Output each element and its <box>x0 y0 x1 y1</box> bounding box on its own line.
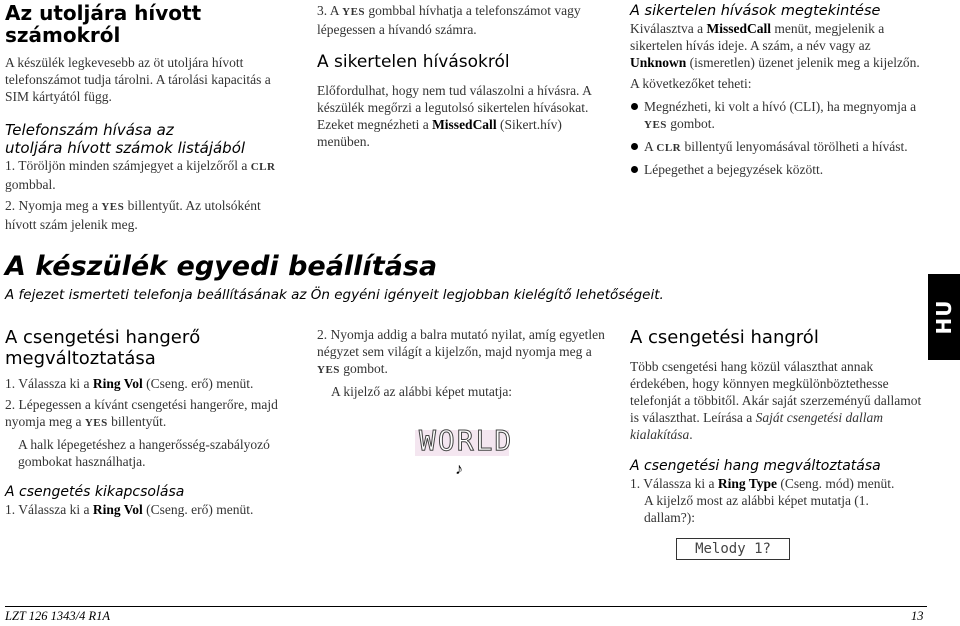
ring-type-paragraph <box>630 358 922 443</box>
ring-type-reference: Saját csengetési dallam kialakítása <box>630 410 884 442</box>
yes-key: YES <box>101 201 125 213</box>
step-2 <box>5 197 295 233</box>
language-tab-label: HU <box>932 299 956 335</box>
step-1-text: 1. Töröljön minden számjegyet a kijelzőről a <box>5 158 251 173</box>
bullet-cli-text-end: gombot. <box>666 116 715 131</box>
section-title-missed-calls: A sikertelen hívásokról <box>317 52 510 72</box>
ring-type-step-1-text: 1. Válassza ki a <box>630 476 718 491</box>
menu-missedcall: MissedCall <box>432 117 497 132</box>
step-3 <box>317 2 609 38</box>
section-title-view-missed: A sikertelen hívások megtekintése <box>630 3 881 19</box>
section-header <box>5 250 920 304</box>
ring-vol-step-1 <box>5 375 300 392</box>
ring-off-step-1 <box>5 501 300 518</box>
column-3-bottom <box>630 327 922 526</box>
yes-key: YES <box>342 6 366 18</box>
footer-rule <box>5 606 927 607</box>
page-number: 13 <box>911 609 924 623</box>
section-title-ring-volume-line2: megváltoztatása <box>5 348 156 369</box>
step-1 <box>5 157 295 193</box>
bullet-cli-text: Megnézheti, ki volt a hívó (CLI), ha megnyomja a <box>644 99 917 114</box>
ring-off-step-1-text-end: (Cseng. erő) menüt. <box>142 502 254 517</box>
bullet-browse: Lépegethet a bejegyzések között. <box>630 161 922 178</box>
step-3-text: 3. A <box>317 3 343 18</box>
music-note-icon: ♪ <box>455 461 463 478</box>
clr-key: CLR <box>250 161 276 173</box>
document-code: LZT 126 1343/4 R1A <box>5 609 110 623</box>
yes-key: YES <box>317 364 340 376</box>
step-3-text-end: gombbal hívhatja a telefonszámot vagy lépegessen a hívandó számra. <box>317 3 581 37</box>
view-missed-text-mid: menüt, megjelenik a sikertelen hívás ideje. A szám, a név vagy az <box>630 21 885 53</box>
ring-vol-step-1-text-end: (Cseng. erő) menüt. <box>142 376 254 391</box>
column-2-top <box>317 2 609 150</box>
view-missed-paragraph <box>630 20 922 71</box>
ring-vol-step-2-text-end: billentyűt. <box>107 414 167 429</box>
ring-off-step-2-text-end: gombot. <box>339 361 388 376</box>
view-missed-text: Kiválasztva a <box>630 21 707 36</box>
step-1-text-end: gombbal. <box>5 177 56 192</box>
yes-key: YES <box>84 417 108 429</box>
chapter-title: A készülék egyedi beállítása <box>5 251 438 282</box>
lcd-display-melody <box>676 538 790 560</box>
ring-off-step-2 <box>317 326 609 379</box>
column-1-bottom <box>5 327 300 518</box>
column-3-top <box>630 2 922 178</box>
subsection-title-ring-off: A csengetés kikapcsolása <box>5 484 185 500</box>
ring-off-step-2-text: 2. Nyomja addig a balra mutató nyilat, amíg egyetlen négyzet sem világít a kijelzőn, majd nyomja meg a <box>317 327 605 359</box>
subsection-title-line2: utoljára hívott számok listájából <box>5 139 246 157</box>
intro-paragraph: A készülék legkevesebb az öt utoljára hívott telefonszámot tudja tárolni. A tárolási kapacitás a SIM kártyától függ. <box>5 55 271 104</box>
missed-calls-paragraph <box>317 82 609 150</box>
menu-missedcall: MissedCall <box>706 21 771 36</box>
ring-type-text-end: . <box>689 427 693 442</box>
clr-key: CLR <box>656 142 682 154</box>
ring-vol-step-2 <box>5 396 300 432</box>
column-1-top <box>5 2 295 233</box>
bullet-delete <box>630 138 922 157</box>
menu-ring-type: Ring Type <box>717 476 778 491</box>
bullet-delete-text: A <box>644 139 657 154</box>
column-2-bottom <box>317 326 609 400</box>
lcd-display-world <box>419 424 514 457</box>
options-lead: A következőket teheti: <box>630 76 752 91</box>
ring-off-step-1-text: 1. Válassza ki a <box>5 502 93 517</box>
ring-vol-note: A halk lépegetéshez a hangerősség-szabályozó gombokat használhatja. <box>18 437 270 469</box>
chapter-subtitle: A fejezet ismerteti telefonja beállításának az Ön egyéni igényeit legjobban kielégítő lehetőségeit. <box>5 287 664 303</box>
lcd-text: WORLD <box>419 424 514 457</box>
section-title-ring-type: A csengetési hangról <box>630 327 819 348</box>
yes-key: YES <box>644 119 667 131</box>
bullet-cli <box>630 98 922 134</box>
lcd-melody-text: Melody 1? <box>695 541 771 557</box>
missed-calls-text: Előfordulhat, hogy nem tud válaszolni a hívásra. A készülék megőrzi a legutolsó sikertelen hívásokat. Ezeket megnézheti a <box>317 83 592 132</box>
subsection-title-line1: Telefonszám hívása az <box>5 121 174 139</box>
menu-ring-vol: Ring Vol <box>92 502 143 517</box>
display-note: A kijelző az alábbi képet mutatja: <box>331 384 513 399</box>
ring-type-step-1-text-end: (Cseng. mód) menüt. <box>777 476 895 491</box>
unknown-label: Unknown <box>630 55 687 70</box>
ring-type-display-note: A kijelző most az alábbi képet mutatja (1. dallam?): <box>644 493 869 525</box>
section-title-last-called: Az utoljára hívott számokról <box>5 1 202 47</box>
ring-vol-step-2-text: 2. Lépegessen a kívánt csengetési hangerőre, majd nyomja meg a <box>5 397 278 429</box>
view-missed-text-end: (ismeretlen) üzenet jelenik meg a kijelzőn. <box>686 55 920 70</box>
bullet-delete-text-end: billentyű lenyomásával törölheti a hívást. <box>681 139 908 154</box>
ring-vol-step-1-text: 1. Válassza ki a <box>5 376 93 391</box>
language-tab-hu <box>928 274 960 360</box>
ring-type-text: Több csengetési hang közül választhat annak érdekében, hogy könnyen megkülönböztethesse telefonját a többitől. Akár saját szerzeményű dallamot is választhat. Leírása a <box>630 359 922 425</box>
ring-type-step-1 <box>630 475 922 492</box>
missed-calls-text-end: (Sikert.hív) menüben. <box>317 117 562 149</box>
menu-ring-vol: Ring Vol <box>92 376 143 391</box>
step-2-text: 2. Nyomja meg a <box>5 198 102 213</box>
step-2-text-end: billentyűt. Az utolsóként hívott szám jelenik meg. <box>5 198 261 232</box>
section-title-ring-volume-line1: A csengetési hangerő <box>5 327 201 348</box>
subsection-title-change-ring-type: A csengetési hang megváltoztatása <box>630 458 881 474</box>
